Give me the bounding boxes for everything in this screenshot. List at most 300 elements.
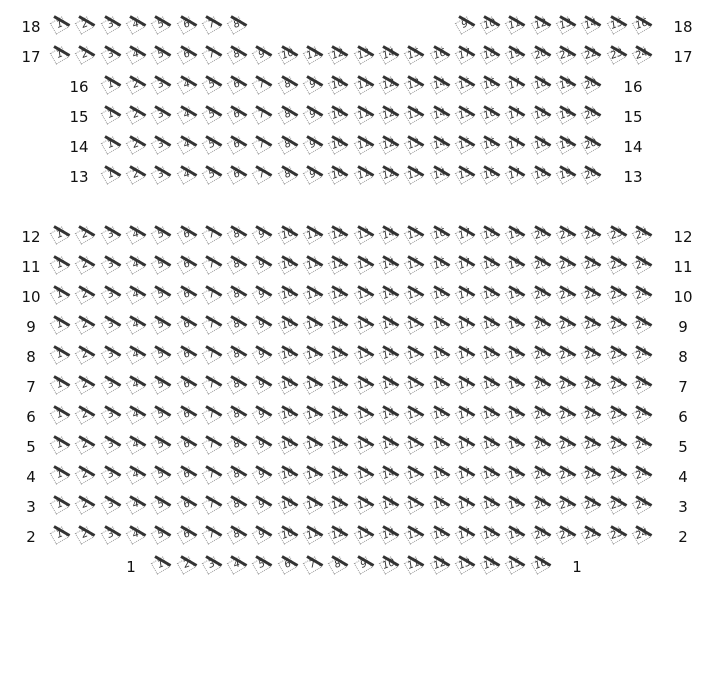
seat[interactable] xyxy=(179,226,196,242)
seat[interactable] xyxy=(204,76,221,92)
seat[interactable] xyxy=(280,316,297,332)
seat[interactable] xyxy=(432,166,449,182)
seat[interactable] xyxy=(457,46,474,62)
seat[interactable] xyxy=(356,376,373,392)
seat[interactable] xyxy=(128,466,145,482)
seat[interactable] xyxy=(381,46,398,62)
seat[interactable] xyxy=(77,406,94,422)
seat[interactable] xyxy=(482,376,499,392)
seat[interactable] xyxy=(533,526,550,542)
seat[interactable] xyxy=(432,76,449,92)
seat[interactable] xyxy=(432,46,449,62)
seat[interactable] xyxy=(432,106,449,122)
seat[interactable] xyxy=(558,76,575,92)
seat[interactable] xyxy=(204,556,221,572)
seat[interactable] xyxy=(381,496,398,512)
seat[interactable] xyxy=(609,316,626,332)
seat[interactable] xyxy=(153,76,170,92)
seat[interactable] xyxy=(254,106,271,122)
seat[interactable] xyxy=(406,316,423,332)
seat[interactable] xyxy=(558,316,575,332)
seat[interactable] xyxy=(457,106,474,122)
seat[interactable] xyxy=(381,76,398,92)
seat[interactable] xyxy=(52,46,69,62)
seat[interactable] xyxy=(204,136,221,152)
seat[interactable] xyxy=(103,46,120,62)
seat[interactable] xyxy=(558,526,575,542)
seat[interactable] xyxy=(179,256,196,272)
seat[interactable] xyxy=(103,106,120,122)
seat[interactable] xyxy=(254,556,271,572)
seat[interactable] xyxy=(482,226,499,242)
seat[interactable] xyxy=(204,526,221,542)
seat[interactable] xyxy=(482,406,499,422)
seat[interactable] xyxy=(77,436,94,452)
seat[interactable] xyxy=(432,226,449,242)
seat[interactable] xyxy=(179,346,196,362)
seat[interactable] xyxy=(103,406,120,422)
seat[interactable] xyxy=(330,76,347,92)
seat[interactable] xyxy=(254,46,271,62)
seat[interactable] xyxy=(280,136,297,152)
seat[interactable] xyxy=(558,106,575,122)
seat[interactable] xyxy=(254,526,271,542)
seat[interactable] xyxy=(77,16,94,32)
seat[interactable] xyxy=(457,166,474,182)
seat[interactable] xyxy=(507,556,524,572)
seat[interactable] xyxy=(533,496,550,512)
seat[interactable] xyxy=(634,466,651,482)
seat[interactable] xyxy=(280,46,297,62)
seat[interactable] xyxy=(507,136,524,152)
seat[interactable] xyxy=(583,436,600,452)
seat[interactable] xyxy=(52,436,69,452)
seat[interactable] xyxy=(153,256,170,272)
seat[interactable] xyxy=(558,256,575,272)
seat[interactable] xyxy=(153,46,170,62)
seat[interactable] xyxy=(432,256,449,272)
seat[interactable] xyxy=(77,316,94,332)
seat[interactable] xyxy=(634,406,651,422)
seat[interactable] xyxy=(280,286,297,302)
seat[interactable] xyxy=(330,46,347,62)
seat[interactable] xyxy=(280,406,297,422)
seat[interactable] xyxy=(128,46,145,62)
seat[interactable] xyxy=(356,556,373,572)
seat[interactable] xyxy=(153,226,170,242)
seat[interactable] xyxy=(533,16,550,32)
seat[interactable] xyxy=(558,16,575,32)
seat[interactable] xyxy=(305,226,322,242)
seat[interactable] xyxy=(254,466,271,482)
seat[interactable] xyxy=(103,436,120,452)
seat[interactable] xyxy=(153,496,170,512)
seat[interactable] xyxy=(229,76,246,92)
seat[interactable] xyxy=(77,226,94,242)
seat[interactable] xyxy=(305,406,322,422)
seat[interactable] xyxy=(179,496,196,512)
seat[interactable] xyxy=(254,286,271,302)
seat[interactable] xyxy=(128,226,145,242)
seat[interactable] xyxy=(609,496,626,512)
seat[interactable] xyxy=(406,76,423,92)
seat[interactable] xyxy=(305,106,322,122)
seat[interactable] xyxy=(406,376,423,392)
seat[interactable] xyxy=(356,436,373,452)
seat[interactable] xyxy=(457,226,474,242)
seat[interactable] xyxy=(280,346,297,362)
seat[interactable] xyxy=(229,496,246,512)
seat[interactable] xyxy=(482,76,499,92)
seat[interactable] xyxy=(533,226,550,242)
seat[interactable] xyxy=(128,256,145,272)
seat[interactable] xyxy=(254,346,271,362)
seat[interactable] xyxy=(330,556,347,572)
seat[interactable] xyxy=(507,496,524,512)
seat[interactable] xyxy=(634,16,651,32)
seat[interactable] xyxy=(634,436,651,452)
seat[interactable] xyxy=(507,316,524,332)
seat[interactable] xyxy=(204,16,221,32)
seat[interactable] xyxy=(280,166,297,182)
seat[interactable] xyxy=(507,256,524,272)
seat[interactable] xyxy=(507,376,524,392)
seat[interactable] xyxy=(482,16,499,32)
seat[interactable] xyxy=(204,46,221,62)
seat[interactable] xyxy=(432,376,449,392)
seat[interactable] xyxy=(507,76,524,92)
seat[interactable] xyxy=(305,376,322,392)
seat[interactable] xyxy=(381,346,398,362)
seat[interactable] xyxy=(103,526,120,542)
seat[interactable] xyxy=(634,526,651,542)
seat[interactable] xyxy=(179,466,196,482)
seat[interactable] xyxy=(330,136,347,152)
seat[interactable] xyxy=(583,46,600,62)
seat[interactable] xyxy=(52,16,69,32)
seat[interactable] xyxy=(482,496,499,512)
seat[interactable] xyxy=(457,286,474,302)
seat[interactable] xyxy=(432,406,449,422)
seat[interactable] xyxy=(432,436,449,452)
seat[interactable] xyxy=(77,256,94,272)
seat[interactable] xyxy=(204,316,221,332)
seat[interactable] xyxy=(507,106,524,122)
seat[interactable] xyxy=(482,316,499,332)
seat[interactable] xyxy=(103,76,120,92)
seat[interactable] xyxy=(330,436,347,452)
seat[interactable] xyxy=(204,466,221,482)
seat[interactable] xyxy=(634,346,651,362)
seat[interactable] xyxy=(204,436,221,452)
seat[interactable] xyxy=(52,526,69,542)
seat[interactable] xyxy=(583,526,600,542)
seat[interactable] xyxy=(204,106,221,122)
seat[interactable] xyxy=(356,496,373,512)
seat[interactable] xyxy=(128,526,145,542)
seat[interactable] xyxy=(330,526,347,542)
seat[interactable] xyxy=(356,46,373,62)
seat[interactable] xyxy=(533,286,550,302)
seat[interactable] xyxy=(583,466,600,482)
seat[interactable] xyxy=(103,136,120,152)
seat[interactable] xyxy=(634,496,651,512)
seat[interactable] xyxy=(179,106,196,122)
seat[interactable] xyxy=(381,136,398,152)
seat[interactable] xyxy=(507,226,524,242)
seat[interactable] xyxy=(179,316,196,332)
seat[interactable] xyxy=(356,406,373,422)
seat[interactable] xyxy=(305,136,322,152)
seat[interactable] xyxy=(533,166,550,182)
seat[interactable] xyxy=(254,136,271,152)
seat[interactable] xyxy=(305,346,322,362)
seat[interactable] xyxy=(153,316,170,332)
seat[interactable] xyxy=(153,376,170,392)
seat[interactable] xyxy=(356,286,373,302)
seat[interactable] xyxy=(583,226,600,242)
seat[interactable] xyxy=(77,346,94,362)
seat[interactable] xyxy=(406,46,423,62)
seat[interactable] xyxy=(229,166,246,182)
seat[interactable] xyxy=(153,286,170,302)
seat[interactable] xyxy=(533,46,550,62)
seat[interactable] xyxy=(204,226,221,242)
seat[interactable] xyxy=(558,166,575,182)
seat[interactable] xyxy=(583,316,600,332)
seat[interactable] xyxy=(634,316,651,332)
seat[interactable] xyxy=(52,496,69,512)
seat[interactable] xyxy=(457,526,474,542)
seat[interactable] xyxy=(330,496,347,512)
seat[interactable] xyxy=(507,466,524,482)
seat[interactable] xyxy=(432,526,449,542)
seat[interactable] xyxy=(381,376,398,392)
seat[interactable] xyxy=(77,466,94,482)
seat[interactable] xyxy=(482,136,499,152)
seat[interactable] xyxy=(482,556,499,572)
seat[interactable] xyxy=(533,316,550,332)
seat[interactable] xyxy=(634,286,651,302)
seat[interactable] xyxy=(254,166,271,182)
seat[interactable] xyxy=(254,256,271,272)
seat[interactable] xyxy=(558,46,575,62)
seat[interactable] xyxy=(280,436,297,452)
seat[interactable] xyxy=(305,496,322,512)
seat[interactable] xyxy=(179,436,196,452)
seat[interactable] xyxy=(634,226,651,242)
seat[interactable] xyxy=(533,256,550,272)
seat[interactable] xyxy=(558,286,575,302)
seat[interactable] xyxy=(507,166,524,182)
seat[interactable] xyxy=(153,556,170,572)
seat[interactable] xyxy=(356,76,373,92)
seat[interactable] xyxy=(609,256,626,272)
seat[interactable] xyxy=(204,256,221,272)
seat[interactable] xyxy=(128,136,145,152)
seat[interactable] xyxy=(406,256,423,272)
seat[interactable] xyxy=(305,76,322,92)
seat[interactable] xyxy=(229,226,246,242)
seat[interactable] xyxy=(280,256,297,272)
seat[interactable] xyxy=(533,436,550,452)
seat[interactable] xyxy=(179,46,196,62)
seat[interactable] xyxy=(533,346,550,362)
seat[interactable] xyxy=(583,286,600,302)
seat[interactable] xyxy=(229,346,246,362)
seat[interactable] xyxy=(457,76,474,92)
seat[interactable] xyxy=(432,346,449,362)
seat[interactable] xyxy=(77,526,94,542)
seat[interactable] xyxy=(609,526,626,542)
seat[interactable] xyxy=(128,76,145,92)
seat[interactable] xyxy=(254,316,271,332)
seat[interactable] xyxy=(280,466,297,482)
seat[interactable] xyxy=(533,76,550,92)
seat[interactable] xyxy=(533,406,550,422)
seat[interactable] xyxy=(432,496,449,512)
seat[interactable] xyxy=(305,256,322,272)
seat[interactable] xyxy=(52,256,69,272)
seat[interactable] xyxy=(457,496,474,512)
seat[interactable] xyxy=(254,376,271,392)
seat[interactable] xyxy=(609,16,626,32)
seat[interactable] xyxy=(482,166,499,182)
seat[interactable] xyxy=(330,166,347,182)
seat[interactable] xyxy=(52,406,69,422)
seat[interactable] xyxy=(583,106,600,122)
seat[interactable] xyxy=(507,436,524,452)
seat[interactable] xyxy=(533,136,550,152)
seat[interactable] xyxy=(381,286,398,302)
seat[interactable] xyxy=(229,16,246,32)
seat[interactable] xyxy=(406,346,423,362)
seat[interactable] xyxy=(179,406,196,422)
seat[interactable] xyxy=(305,526,322,542)
seat[interactable] xyxy=(507,46,524,62)
seat[interactable] xyxy=(305,316,322,332)
seat[interactable] xyxy=(179,526,196,542)
seat[interactable] xyxy=(583,76,600,92)
seat[interactable] xyxy=(330,226,347,242)
seat[interactable] xyxy=(432,136,449,152)
seat[interactable] xyxy=(128,376,145,392)
seat[interactable] xyxy=(507,406,524,422)
seat[interactable] xyxy=(179,286,196,302)
seat[interactable] xyxy=(280,106,297,122)
seat[interactable] xyxy=(406,556,423,572)
seat[interactable] xyxy=(457,376,474,392)
seat[interactable] xyxy=(381,526,398,542)
seat[interactable] xyxy=(609,46,626,62)
seat[interactable] xyxy=(128,316,145,332)
seat[interactable] xyxy=(103,16,120,32)
seat[interactable] xyxy=(103,376,120,392)
seat[interactable] xyxy=(457,346,474,362)
seat[interactable] xyxy=(482,526,499,542)
seat[interactable] xyxy=(406,136,423,152)
seat[interactable] xyxy=(457,256,474,272)
seat[interactable] xyxy=(103,286,120,302)
seat[interactable] xyxy=(179,16,196,32)
seat[interactable] xyxy=(229,286,246,302)
seat[interactable] xyxy=(153,436,170,452)
seat[interactable] xyxy=(52,226,69,242)
seat[interactable] xyxy=(609,226,626,242)
seat[interactable] xyxy=(533,106,550,122)
seat[interactable] xyxy=(103,496,120,512)
seat[interactable] xyxy=(128,106,145,122)
seat[interactable] xyxy=(254,496,271,512)
seat[interactable] xyxy=(229,46,246,62)
seat[interactable] xyxy=(558,136,575,152)
seat[interactable] xyxy=(229,376,246,392)
seat[interactable] xyxy=(482,106,499,122)
seat[interactable] xyxy=(507,526,524,542)
seat[interactable] xyxy=(507,346,524,362)
seat[interactable] xyxy=(482,46,499,62)
seat[interactable] xyxy=(128,406,145,422)
seat[interactable] xyxy=(356,316,373,332)
seat[interactable] xyxy=(432,556,449,572)
seat[interactable] xyxy=(305,46,322,62)
seat[interactable] xyxy=(457,466,474,482)
seat[interactable] xyxy=(179,166,196,182)
seat[interactable] xyxy=(128,16,145,32)
seat[interactable] xyxy=(381,166,398,182)
seat[interactable] xyxy=(305,286,322,302)
seat[interactable] xyxy=(482,466,499,482)
seat[interactable] xyxy=(457,316,474,332)
seat[interactable] xyxy=(103,166,120,182)
seat[interactable] xyxy=(52,466,69,482)
seat[interactable] xyxy=(583,256,600,272)
seat[interactable] xyxy=(254,226,271,242)
seat[interactable] xyxy=(77,496,94,512)
seat[interactable] xyxy=(52,286,69,302)
seat[interactable] xyxy=(204,346,221,362)
seat[interactable] xyxy=(356,226,373,242)
seat[interactable] xyxy=(406,226,423,242)
seat[interactable] xyxy=(280,496,297,512)
seat[interactable] xyxy=(229,556,246,572)
seat[interactable] xyxy=(204,166,221,182)
seat[interactable] xyxy=(406,496,423,512)
seat[interactable] xyxy=(558,376,575,392)
seat[interactable] xyxy=(52,316,69,332)
seat[interactable] xyxy=(457,436,474,452)
seat[interactable] xyxy=(204,376,221,392)
seat[interactable] xyxy=(52,346,69,362)
seat[interactable] xyxy=(457,16,474,32)
seat[interactable] xyxy=(609,346,626,362)
seat[interactable] xyxy=(634,376,651,392)
seat[interactable] xyxy=(103,466,120,482)
seat[interactable] xyxy=(356,256,373,272)
seat[interactable] xyxy=(583,346,600,362)
seat[interactable] xyxy=(153,136,170,152)
seat[interactable] xyxy=(204,286,221,302)
seat[interactable] xyxy=(381,436,398,452)
seat[interactable] xyxy=(330,106,347,122)
seat[interactable] xyxy=(406,286,423,302)
seat[interactable] xyxy=(229,316,246,332)
seat[interactable] xyxy=(128,496,145,512)
seat[interactable] xyxy=(179,376,196,392)
seat[interactable] xyxy=(330,346,347,362)
seat[interactable] xyxy=(381,556,398,572)
seat[interactable] xyxy=(128,286,145,302)
